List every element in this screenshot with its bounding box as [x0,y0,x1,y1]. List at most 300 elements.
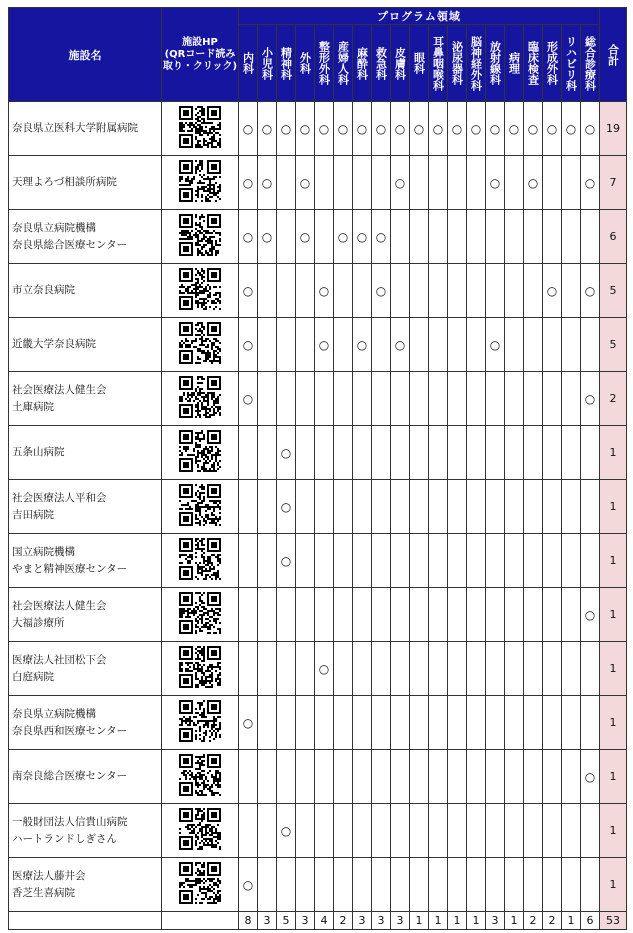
program-mark-cell: ○ [258,210,277,264]
program-mark-cell [448,750,467,804]
facility-row [9,210,627,264]
program-mark-cell [448,156,467,210]
program-mark-cell [505,750,524,804]
program-mark-cell [239,588,258,642]
program-mark-cell [505,318,524,372]
program-mark-cell [448,642,467,696]
program-mark-cell [486,804,505,858]
qr-code-icon[interactable] [179,592,221,634]
program-mark-cell [486,858,505,912]
facility-row [9,264,627,318]
program-mark-cell [258,264,277,318]
program-mark-cell [429,318,448,372]
program-mark-cell [391,858,410,912]
program-mark-cell: ○ [391,156,410,210]
program-mark-cell [239,642,258,696]
total-header: 合計 [600,8,627,102]
department-label: 整形外科 [317,41,331,85]
qr-code-icon[interactable] [179,646,221,688]
program-mark-cell [467,318,486,372]
program-mark-cell [448,534,467,588]
program-mark-cell [410,804,429,858]
grand-total: 53 [600,912,627,930]
program-mark-cell [429,372,448,426]
facility-row [9,804,627,858]
program-mark-cell [334,264,353,318]
department-header [429,25,448,102]
qr-code-icon[interactable] [179,160,221,202]
department-label: 放射線科 [488,41,502,85]
program-mark-cell [410,588,429,642]
program-mark-cell [258,480,277,534]
column-total: 5 [277,912,296,930]
program-mark-cell [524,426,543,480]
qr-code-icon[interactable] [179,214,221,256]
column-total: 1 [448,912,467,930]
program-mark-cell [543,642,562,696]
program-mark-cell [296,642,315,696]
qr-cell [162,156,239,210]
program-mark-cell [277,210,296,264]
program-mark-cell [239,804,258,858]
program-mark-cell [543,426,562,480]
department-header [258,25,277,102]
program-mark-cell [448,858,467,912]
program-mark-cell [391,534,410,588]
program-mark-cell [429,804,448,858]
facility-row [9,858,627,912]
program-mark-cell [505,156,524,210]
program-mark-cell [562,318,581,372]
program-mark-cell [543,696,562,750]
program-mark-cell: ○ [315,102,334,156]
column-total: 3 [296,912,315,930]
program-mark-cell [372,534,391,588]
qr-code-icon[interactable] [179,268,221,310]
program-mark-cell [429,858,448,912]
program-mark-cell [581,642,600,696]
program-mark-cell [372,588,391,642]
program-mark-cell [315,858,334,912]
program-mark-cell [467,750,486,804]
program-mark-cell [410,480,429,534]
program-mark-cell [448,372,467,426]
facility-name: 奈良県立病院機構 奈良県総合医療センター [9,210,162,264]
department-label: 麻酔科 [355,46,369,80]
column-total: 3 [353,912,372,930]
facility-name: 社会医療法人健生会 大福診療所 [9,588,162,642]
program-mark-cell [258,858,277,912]
department-label: 救急科 [374,46,388,80]
program-mark-cell [524,318,543,372]
program-mark-cell [353,264,372,318]
facility-name-header: 施設名 [9,8,162,102]
program-mark-cell [372,750,391,804]
facility-total: 19 [600,102,627,156]
program-mark-cell [448,804,467,858]
program-mark-cell [486,210,505,264]
program-mark-cell [315,210,334,264]
facility-total: 5 [600,318,627,372]
program-mark-cell [486,696,505,750]
qr-cell [162,426,239,480]
program-mark-cell [429,426,448,480]
program-mark-cell [581,426,600,480]
program-mark-cell [391,696,410,750]
program-mark-cell [410,264,429,318]
program-mark-cell: ○ [391,318,410,372]
program-mark-cell: ○ [239,858,258,912]
program-mark-cell: ○ [353,102,372,156]
program-mark-cell [448,318,467,372]
program-mark-cell [410,696,429,750]
program-mark-cell [353,372,372,426]
program-mark-cell [353,480,372,534]
program-mark-cell: ○ [486,102,505,156]
program-mark-cell [258,642,277,696]
program-mark-cell [467,426,486,480]
program-mark-cell [372,858,391,912]
qr-code-icon[interactable] [179,700,221,742]
department-label: 小児科 [260,46,274,80]
program-mark-cell [353,588,372,642]
program-mark-cell [429,642,448,696]
qr-code-icon[interactable] [179,376,221,418]
program-mark-cell [486,642,505,696]
program-mark-cell [391,210,410,264]
qr-code-icon[interactable] [179,484,221,526]
program-mark-cell [258,372,277,426]
facility-name: 社会医療法人平和会 吉田病院 [9,480,162,534]
program-mark-cell [505,480,524,534]
qr-cell [162,696,239,750]
program-mark-cell [524,264,543,318]
program-mark-cell [410,210,429,264]
program-mark-cell [524,750,543,804]
program-mark-cell [524,534,543,588]
facility-row [9,426,627,480]
facility-name: 南奈良総合医療センター [9,750,162,804]
qr-cell [162,102,239,156]
program-mark-cell [562,858,581,912]
program-mark-cell [410,318,429,372]
program-mark-cell [562,156,581,210]
program-area-header: プログラム領域 [239,8,600,25]
program-mark-cell [391,372,410,426]
facility-row [9,102,627,156]
program-mark-cell [486,534,505,588]
program-mark-cell: ○ [315,264,334,318]
program-mark-cell [334,588,353,642]
program-mark-cell: ○ [543,264,562,318]
department-header [372,25,391,102]
program-mark-cell [372,804,391,858]
facility-row [9,156,627,210]
program-mark-cell [296,750,315,804]
department-header [353,25,372,102]
facility-name: 社会医療法人健生会 土庫病院 [9,372,162,426]
program-mark-cell [258,426,277,480]
department-label: 臨床検査 [526,41,540,85]
program-mark-cell [239,750,258,804]
program-mark-cell [353,534,372,588]
program-mark-cell [581,318,600,372]
facility-total: 1 [600,804,627,858]
column-total: 1 [562,912,581,930]
program-mark-cell [562,696,581,750]
facility-name: 天理よろづ相談所病院 [9,156,162,210]
facility-name: 近畿大学奈良病院 [9,318,162,372]
department-header [562,25,581,102]
program-mark-cell: ○ [543,102,562,156]
program-mark-cell [467,480,486,534]
program-mark-cell [296,858,315,912]
facility-total: 1 [600,588,627,642]
program-mark-cell [239,426,258,480]
department-label: 脳神経外科 [469,35,483,91]
program-mark-cell [391,480,410,534]
program-mark-cell: ○ [581,264,600,318]
department-header [467,25,486,102]
program-mark-cell [581,534,600,588]
program-mark-cell: ○ [277,102,296,156]
department-header [334,25,353,102]
program-mark-cell [277,156,296,210]
program-mark-cell [505,264,524,318]
department-label: 耳鼻咽喉科 [431,35,445,91]
department-header [505,25,524,102]
program-mark-cell: ○ [581,102,600,156]
facility-total: 1 [600,534,627,588]
program-mark-cell [391,426,410,480]
program-mark-cell [429,696,448,750]
facility-total: 1 [600,858,627,912]
program-mark-cell [562,480,581,534]
facility-name: 医療法人藤井会 香芝生喜病院 [9,858,162,912]
program-mark-cell [429,750,448,804]
department-header [239,25,258,102]
program-mark-cell [410,156,429,210]
department-label: 総合診療科 [583,35,597,91]
program-mark-cell [429,156,448,210]
program-mark-cell [315,750,334,804]
program-mark-cell: ○ [315,642,334,696]
program-mark-cell [581,804,600,858]
training-program-table [8,7,627,930]
facility-total: 1 [600,750,627,804]
facility-total: 5 [600,264,627,318]
program-mark-cell [448,588,467,642]
program-mark-cell: ○ [467,102,486,156]
qr-cell [162,534,239,588]
column-total: 3 [486,912,505,930]
column-total: 6 [581,912,600,930]
department-header [391,25,410,102]
column-total: 3 [391,912,410,930]
program-mark-cell [372,642,391,696]
program-mark-cell: ○ [239,372,258,426]
program-mark-cell [505,210,524,264]
column-totals-row [9,912,627,930]
program-mark-cell [581,696,600,750]
department-header [410,25,429,102]
program-mark-cell: ○ [258,156,277,210]
department-label: 病理 [507,52,521,74]
program-mark-cell [505,804,524,858]
department-label: 精神科 [279,46,293,80]
column-total: 8 [239,912,258,930]
program-mark-cell [258,750,277,804]
department-header [277,25,296,102]
program-mark-cell [334,534,353,588]
column-total: 1 [505,912,524,930]
program-mark-cell [277,264,296,318]
program-mark-cell: ○ [353,210,372,264]
program-mark-cell [505,696,524,750]
program-mark-cell [448,210,467,264]
department-label: 形成外科 [545,41,559,85]
program-mark-cell: ○ [372,102,391,156]
program-mark-cell [353,156,372,210]
column-total: 1 [410,912,429,930]
program-mark-cell [562,210,581,264]
qr-code-icon[interactable] [179,538,221,580]
program-mark-cell [315,804,334,858]
program-mark-cell [353,426,372,480]
qr-cell [162,588,239,642]
program-mark-cell [258,588,277,642]
facility-row [9,480,627,534]
program-mark-cell: ○ [277,426,296,480]
program-mark-cell: ○ [391,102,410,156]
department-label: 皮膚科 [393,46,407,80]
facility-row [9,534,627,588]
column-total: 3 [258,912,277,930]
program-mark-cell: ○ [239,102,258,156]
program-mark-cell [277,318,296,372]
program-mark-cell [429,480,448,534]
program-mark-cell [353,858,372,912]
program-mark-cell [277,588,296,642]
program-mark-cell: ○ [429,102,448,156]
program-mark-cell [372,318,391,372]
qr-cell [162,642,239,696]
program-mark-cell [505,426,524,480]
department-header [543,25,562,102]
qr-code-icon[interactable] [179,862,221,904]
program-mark-cell: ○ [296,156,315,210]
program-mark-cell: ○ [581,156,600,210]
program-mark-cell [562,804,581,858]
qr-cell [162,858,239,912]
program-mark-cell [562,588,581,642]
program-mark-cell [334,426,353,480]
facility-name: 国立病院機構 やまと精神医療センター [9,534,162,588]
program-mark-cell [258,318,277,372]
program-mark-cell [315,534,334,588]
facility-total: 1 [600,426,627,480]
totals-label-cell [9,912,162,930]
program-mark-cell: ○ [296,210,315,264]
program-mark-cell [486,426,505,480]
facility-name: 医療法人社団松下会 白庭病院 [9,642,162,696]
facility-row [9,318,627,372]
program-mark-cell [334,858,353,912]
qr-code-icon[interactable] [179,430,221,472]
qr-cell [162,210,239,264]
program-mark-cell [543,156,562,210]
qr-code-icon[interactable] [179,106,221,148]
program-mark-cell [505,588,524,642]
program-mark-cell [353,696,372,750]
program-mark-cell [448,480,467,534]
program-mark-cell [353,642,372,696]
program-mark-cell [296,534,315,588]
program-mark-cell [467,804,486,858]
program-mark-cell [543,534,562,588]
program-mark-cell [315,372,334,426]
qr-code-icon[interactable] [179,754,221,796]
program-mark-cell: ○ [448,102,467,156]
program-mark-cell [296,480,315,534]
program-mark-cell [296,426,315,480]
program-mark-cell [372,372,391,426]
qr-code-icon[interactable] [179,322,221,364]
program-mark-cell [543,210,562,264]
facility-name: 一般財団法人信貴山病院 ハートランドしぎさん [9,804,162,858]
program-mark-cell [467,372,486,426]
program-mark-cell [524,480,543,534]
totals-qr-cell [162,912,239,930]
program-mark-cell [334,318,353,372]
qr-code-icon[interactable] [179,808,221,850]
qr-cell [162,318,239,372]
program-mark-cell: ○ [277,480,296,534]
facility-total: 1 [600,480,627,534]
department-header [581,25,600,102]
facility-name: 奈良県立病院機構 奈良県西和医療センター [9,696,162,750]
program-mark-cell [562,642,581,696]
program-mark-cell: ○ [239,318,258,372]
program-mark-cell [524,858,543,912]
program-mark-cell [372,480,391,534]
program-mark-cell: ○ [239,156,258,210]
program-mark-cell [296,264,315,318]
facility-row [9,588,627,642]
facility-name: 五条山病院 [9,426,162,480]
qr-cell [162,480,239,534]
program-mark-cell [467,858,486,912]
facility-total: 6 [600,210,627,264]
department-label: 泌尿器科 [450,41,464,85]
qr-code-header: 施設HP (QRコード読み取り・クリック) [162,8,239,102]
program-mark-cell [334,480,353,534]
program-mark-cell: ○ [334,210,353,264]
program-mark-cell [258,696,277,750]
program-mark-cell [562,372,581,426]
program-mark-cell [486,480,505,534]
program-mark-cell [334,804,353,858]
qr-cell [162,804,239,858]
program-mark-cell [315,480,334,534]
program-mark-cell [467,264,486,318]
department-label: 外科 [298,52,312,74]
program-mark-cell: ○ [581,750,600,804]
department-header [524,25,543,102]
facility-total: 1 [600,696,627,750]
program-mark-cell [505,534,524,588]
program-mark-cell [410,858,429,912]
